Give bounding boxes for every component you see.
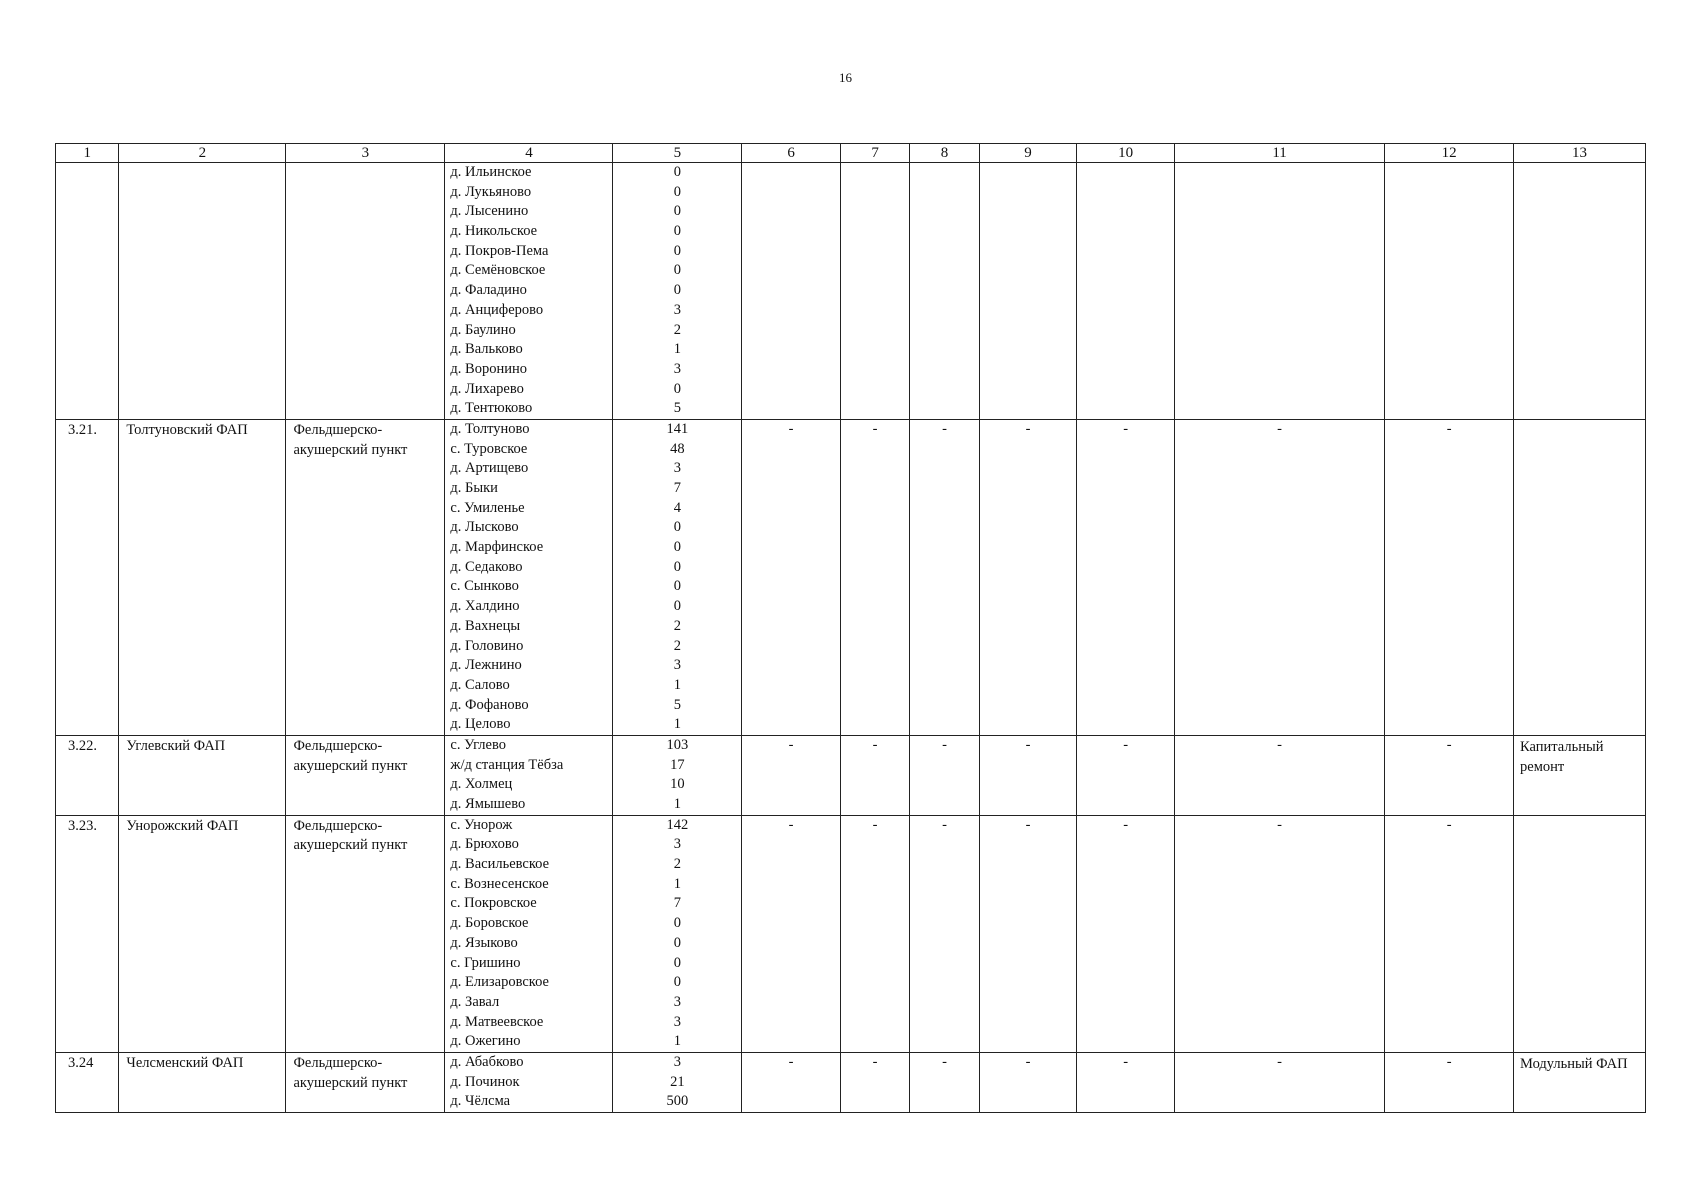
population-value: 1	[673, 875, 681, 892]
indicator-cell: -	[1077, 419, 1175, 735]
population-value: 141	[666, 420, 689, 437]
column-header: 4	[445, 144, 613, 163]
population-value: 0	[673, 164, 681, 180]
settlement-name: д. Целово	[450, 716, 511, 733]
population-value: 2	[673, 321, 681, 338]
population-value: 2	[673, 617, 681, 634]
row-number: 3.22.	[56, 735, 119, 815]
column-header: 1	[56, 144, 119, 163]
settlement-name: д. Матвеевское	[450, 1013, 544, 1030]
indicator-cell: -	[840, 1052, 909, 1112]
settlement-name: д. Боровское	[450, 915, 529, 932]
population-value: 3	[673, 460, 681, 477]
settlement-name: д. Чёлсма	[450, 1093, 511, 1110]
indicator-cell	[979, 163, 1077, 420]
indicator-cell: -	[910, 735, 979, 815]
facility-type: Фельдшерско-акушерский пункт	[286, 1052, 445, 1112]
population-value: 103	[666, 736, 689, 753]
population-value: 0	[673, 954, 681, 971]
settlement-name: д. Семёновское	[450, 262, 546, 279]
population-value: 3	[673, 1013, 681, 1030]
population-value: 0	[673, 974, 681, 991]
population-value: 1	[673, 676, 681, 693]
settlement-list	[445, 163, 613, 420]
column-header: 5	[613, 144, 742, 163]
indicator-cell	[742, 163, 841, 420]
population-value: 5	[673, 400, 681, 417]
settlement-name: д. Тентюково	[450, 400, 533, 417]
settlement-name: д. Салово	[450, 676, 510, 693]
header-row	[56, 144, 1646, 163]
population-list	[613, 735, 742, 815]
settlement-name: д. Лысенино	[450, 203, 529, 220]
facility-type: Фельдшерско-акушерский пункт	[286, 419, 445, 735]
population-list	[613, 1052, 742, 1112]
facility-name: Унорожский ФАП	[119, 815, 286, 1052]
facility-table	[55, 143, 1646, 1113]
settlement-name: д. Васильевское	[450, 856, 550, 873]
population-list	[613, 419, 742, 735]
settlement-name: д. Лихарево	[450, 380, 524, 397]
settlement-name: д. Завал	[450, 993, 500, 1010]
population-list	[613, 163, 742, 420]
settlement-name: д. Лежнино	[450, 657, 522, 674]
population-value: 3	[673, 301, 681, 318]
population-value: 2	[673, 856, 681, 873]
table-header	[56, 144, 1646, 163]
population-value: 500	[666, 1093, 689, 1110]
settlement-name: с. Гришино	[450, 954, 521, 971]
settlement-name: с. Сынково	[450, 578, 519, 595]
population-value: 142	[666, 816, 689, 833]
column-header: 10	[1077, 144, 1175, 163]
indicator-cell: -	[1385, 1052, 1514, 1112]
column-header: 9	[979, 144, 1077, 163]
table-body	[56, 163, 1646, 1113]
settlement-name: с. Туровское	[450, 440, 528, 457]
indicator-cell	[1385, 163, 1514, 420]
indicator-cell: -	[910, 1052, 979, 1112]
population-value: 7	[673, 895, 681, 912]
population-value: 0	[673, 262, 681, 279]
settlement-name: с. Унорож	[450, 816, 513, 833]
indicator-cell	[840, 163, 909, 420]
settlement-name: д. Воронино	[450, 360, 527, 377]
indicator-cell: -	[1174, 1052, 1384, 1112]
indicator-cell: -	[1174, 419, 1384, 735]
settlement-name: д. Языково	[450, 934, 518, 951]
column-header: 13	[1514, 144, 1646, 163]
note-cell: Капитальный ремонт	[1514, 735, 1646, 815]
column-header: 2	[119, 144, 286, 163]
indicator-cell: -	[979, 1052, 1077, 1112]
settlement-name: д. Лукьяново	[450, 183, 532, 200]
indicator-cell: -	[1385, 735, 1514, 815]
settlement-name: д. Починок	[450, 1073, 520, 1090]
column-header: 8	[910, 144, 979, 163]
indicator-cell: -	[1077, 815, 1175, 1052]
column-header: 11	[1174, 144, 1384, 163]
note-cell	[1514, 163, 1646, 420]
indicator-cell: -	[742, 1052, 841, 1112]
settlement-name: с. Покровское	[450, 895, 537, 912]
population-value: 0	[673, 539, 681, 556]
column-header: 3	[286, 144, 445, 163]
population-value: 3	[673, 657, 681, 674]
settlement-name: с. Умиленье	[450, 499, 525, 516]
population-value: 0	[673, 578, 681, 595]
indicator-cell: -	[742, 419, 841, 735]
settlement-list	[445, 815, 613, 1052]
note-cell	[1514, 815, 1646, 1052]
indicator-cell: -	[1174, 735, 1384, 815]
indicator-cell: -	[1077, 1052, 1175, 1112]
indicator-cell	[1077, 163, 1175, 420]
row-number	[56, 163, 119, 420]
population-value: 0	[673, 915, 681, 932]
settlement-name: д. Фаладино	[450, 282, 527, 299]
facility-name: Челсменский ФАП	[119, 1052, 286, 1112]
settlement-name: д. Анциферово	[450, 301, 544, 318]
population-value: 0	[673, 519, 681, 536]
population-value: 4	[673, 499, 681, 516]
settlement-name: ж/д станция Тёбза	[450, 756, 564, 773]
indicator-cell: -	[1385, 815, 1514, 1052]
settlement-name: с. Углево	[450, 736, 506, 753]
population-value: 0	[673, 598, 681, 615]
row-number: 3.24	[56, 1052, 119, 1112]
settlement-name: д. Вахнецы	[450, 617, 521, 634]
population-value: 21	[670, 1073, 685, 1090]
population-value: 1	[673, 1033, 681, 1050]
table-row	[56, 163, 1646, 420]
note-cell: Модульный ФАП	[1514, 1052, 1646, 1112]
settlement-name: д. Халдино	[450, 598, 520, 615]
settlement-name: с. Вознесенское	[450, 875, 549, 892]
population-value: 1	[673, 796, 681, 812]
settlement-name: д. Абабково	[450, 1053, 524, 1070]
population-value: 0	[673, 223, 681, 240]
settlement-name: д. Лысково	[450, 519, 519, 536]
indicator-cell: -	[742, 815, 841, 1052]
settlement-name: д. Фофаново	[450, 696, 529, 713]
population-value: 0	[673, 558, 681, 575]
indicator-cell: -	[1174, 815, 1384, 1052]
indicator-cell: -	[979, 815, 1077, 1052]
population-value: 3	[673, 1053, 681, 1070]
indicator-cell	[1174, 163, 1384, 420]
population-value: 0	[673, 934, 681, 951]
facility-name: Углевский ФАП	[119, 735, 286, 815]
row-number: 3.21.	[56, 419, 119, 735]
indicator-cell: -	[1077, 735, 1175, 815]
indicator-cell: -	[840, 735, 909, 815]
table-row	[56, 1052, 1646, 1112]
indicator-cell: -	[979, 735, 1077, 815]
population-value: 17	[670, 756, 685, 773]
column-header: 6	[742, 144, 841, 163]
settlement-name: д. Марфинское	[450, 539, 544, 556]
population-list	[613, 815, 742, 1052]
population-value: 10	[670, 776, 685, 793]
table-row	[56, 815, 1646, 1052]
settlement-name: д. Ожегино	[450, 1033, 521, 1050]
row-number: 3.23.	[56, 815, 119, 1052]
population-value: 7	[673, 480, 681, 496]
settlement-name: д. Никольское	[450, 223, 538, 240]
population-value: 1	[673, 341, 681, 358]
indicator-cell: -	[979, 419, 1077, 735]
table-row	[56, 419, 1646, 735]
indicator-cell: -	[910, 815, 979, 1052]
note-cell	[1514, 419, 1646, 735]
settlement-name: д. Толтуново	[450, 420, 530, 437]
settlement-name: д. Холмец	[450, 776, 513, 793]
population-value: 3	[673, 993, 681, 1010]
settlement-name: д. Брюхово	[450, 836, 519, 853]
population-value: 0	[673, 380, 681, 397]
settlement-name: д. Баулино	[450, 321, 516, 338]
settlement-name: д. Артищево	[450, 460, 529, 477]
population-value: 1	[673, 716, 681, 733]
population-value: 0	[673, 203, 681, 220]
facility-name: Толтуновский ФАП	[119, 419, 286, 735]
indicator-cell: -	[840, 419, 909, 735]
settlement-name: д. Седаково	[450, 558, 523, 575]
indicator-cell: -	[840, 815, 909, 1052]
population-value: 2	[673, 637, 681, 654]
settlement-list	[445, 735, 613, 815]
column-header: 7	[840, 144, 909, 163]
indicator-cell: -	[1385, 419, 1514, 735]
settlement-name: д. Ямышево	[450, 796, 526, 812]
population-value: 3	[673, 836, 681, 853]
settlement-name: д. Быки	[450, 480, 498, 496]
population-value: 48	[670, 440, 685, 457]
settlement-name: д. Елизаровское	[450, 974, 549, 991]
settlement-name: д. Покров-Пема	[450, 242, 549, 259]
indicator-cell	[910, 163, 979, 420]
facility-type	[286, 163, 445, 420]
population-value: 5	[673, 696, 681, 713]
settlement-name: д. Ильинское	[450, 164, 532, 180]
settlement-name: д. Вальково	[450, 341, 523, 358]
population-value: 3	[673, 360, 681, 377]
settlement-name: д. Головино	[450, 637, 524, 654]
indicator-cell: -	[742, 735, 841, 815]
column-header: 12	[1385, 144, 1514, 163]
population-value: 0	[673, 242, 681, 259]
settlement-list	[445, 419, 613, 735]
table-row	[56, 735, 1646, 815]
indicator-cell: -	[910, 419, 979, 735]
facility-type: Фельдшерско-акушерский пункт	[286, 815, 445, 1052]
facility-type: Фельдшерско-акушерский пункт	[286, 735, 445, 815]
page-number: 16	[839, 70, 852, 85]
settlement-list	[445, 1052, 613, 1112]
population-value: 0	[673, 282, 681, 299]
population-value: 0	[673, 183, 681, 200]
facility-name	[119, 163, 286, 420]
